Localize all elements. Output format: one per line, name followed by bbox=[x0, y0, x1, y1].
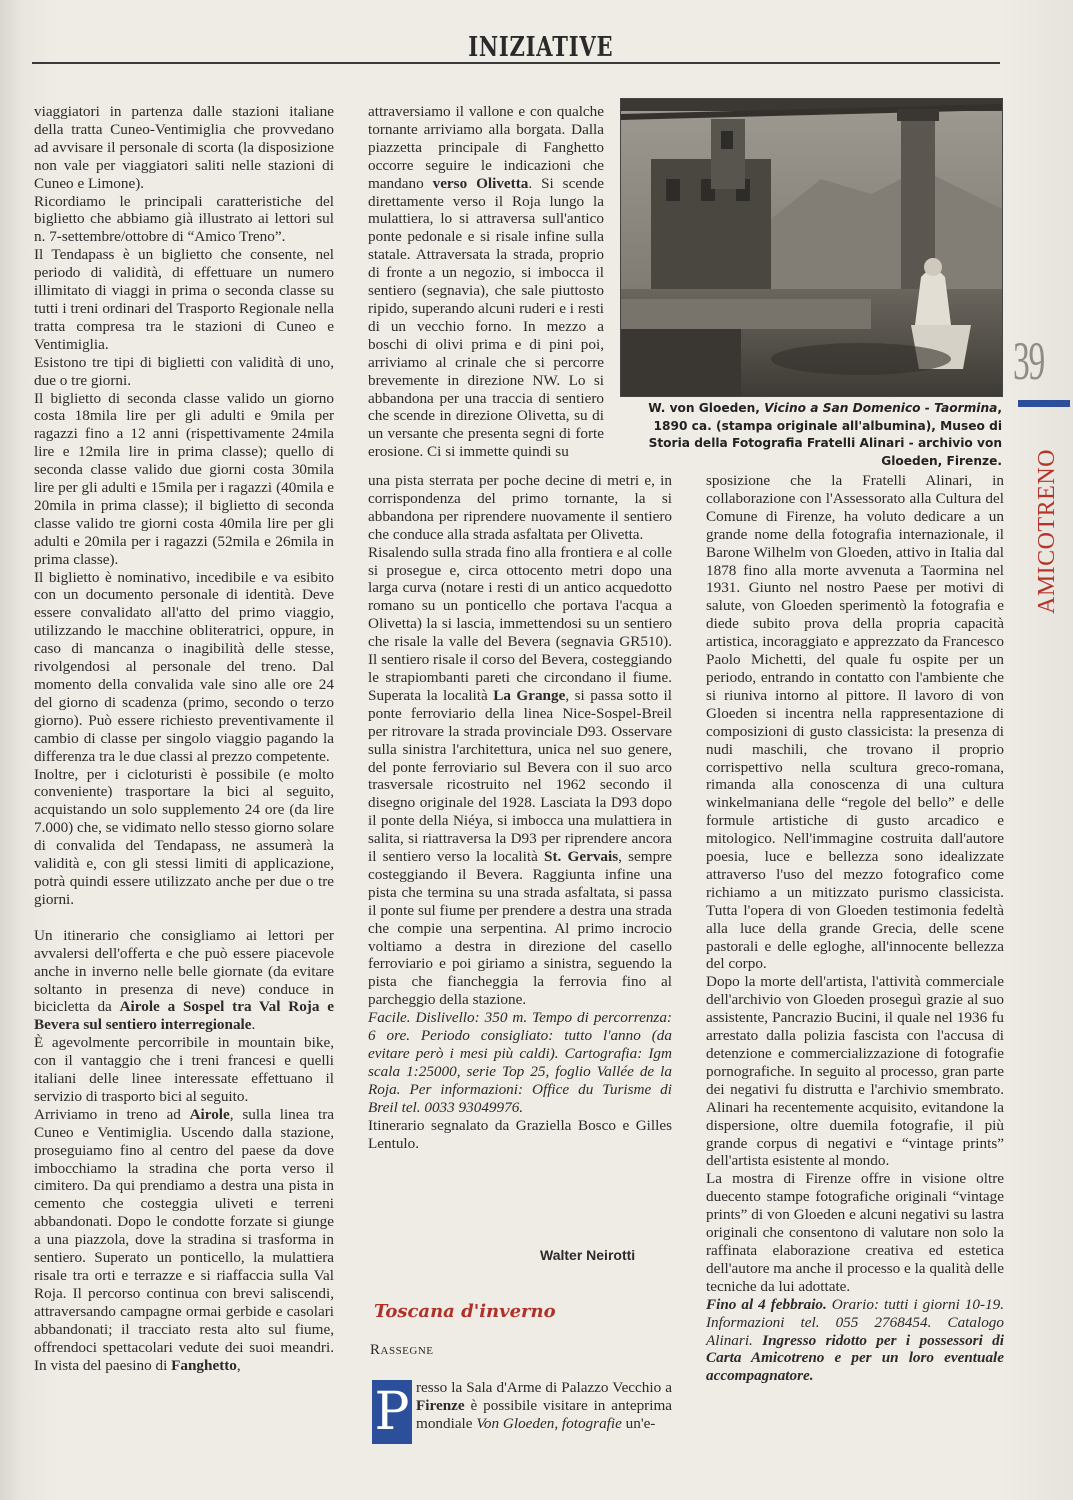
text-run: attraversiamo il vallone e con qualche tornante arriviamo alla borgata. Dalla piazzetta principale di Fanghetto occorre seguire le indicazioni che mandano bbox=[368, 103, 604, 192]
section-header: INIZIATIVE bbox=[468, 32, 614, 63]
text-run: , sulla linea tra Cuneo e Ventimiglia. Uscendo dalla stazione, proseguiamo fino al centro del paese da dove imbocchiamo la stradina che porta verso il cimitero. Da qui prendiamo a destra una pista in cemento che costeggia uliveti e terreni abbandonati. Dopo le condotte forzate si giunge a una piazzola, dove la stradina si trasforma in sentiero. Superato un ponticello, la mulattiera risale tra orti e terrazze e si riaffaccia sulla Val Roja. Il percorso continua con brevi saliscendi, attraversando campagne ormai gerbide e casolari abbandonati; il tracciato resta alto sul fiume, offrendoci spettacolari vedute dei suoi meandri. In vista del paesino di bbox=[34, 1105, 334, 1374]
paragraph bbox=[368, 544, 672, 1010]
article-column-2-top bbox=[368, 103, 604, 461]
text-run: , si passa sotto il ponte ferroviario della linea Nice-Sospel-Breil per ritrovare la strada provinciale D93. Osservare sulla sinistra l'architettura, unica nel suo genere, del ponte ferroviario sul Bevera con il suo arco trasversale ricostruito nel 1962 secondo il disegno originale del 1928. Lasciata la D93 dopo il ponte della Niéya, si imbocca una mulattiera in salita, si riattraversa la D93 per riprendere ancora il sentiero verso la località bbox=[368, 686, 672, 866]
section-label: Rassegne bbox=[370, 1342, 434, 1358]
route-highlight: Airole a Sospel tra Val Roja e Bevera sul sentiero interregionale bbox=[34, 998, 334, 1034]
text-run: , bbox=[236, 1356, 241, 1374]
article-column-2 bbox=[368, 472, 672, 1152]
magazine-name: AMICOTRENO bbox=[1034, 449, 1060, 614]
dates-highlight: Fino al 4 febbraio. bbox=[706, 1295, 827, 1313]
text-run: , sempre costeggiando il Bevera. Raggiunta infine una pista che termina su una strada asfaltata, si passa il ponte sul fiume per prendere a destra una strada che compie una serpentina. Al primo incrocio voltiamo a destra in direzione del casello ferroviario e poi giriamo a sinistra, seguendo la pista che fiancheggia la ferrovia fino al parcheggio della stazione. bbox=[368, 848, 672, 1009]
paragraph: È agevolmente percorribile in mountain bike, con il vantaggio che i treni francesi e quelli italiani delle linee interessate effettuano il servizio di trasporto bici al seguito. bbox=[34, 1034, 334, 1105]
article-column-3 bbox=[706, 472, 1004, 1385]
text-run: Orario: tutti i giorni 10-19. Informazioni tel. 055 2768454. Catalogo Alinari. bbox=[706, 1295, 1004, 1349]
place-highlight: Firenze bbox=[416, 1396, 465, 1414]
text-run: . bbox=[251, 1016, 256, 1034]
paragraph: Itinerario segnalato da Graziella Bosco e Gilles Lentulo. bbox=[368, 1116, 672, 1152]
paragraph: Esistono tre tipi di biglietti con validità di uno, due o tre giorni. bbox=[34, 353, 334, 389]
paragraph: Dopo la morte dell'artista, l'attività commerciale dell'archivio von Gloeden proseguì grazie al suo assistente, Pancrazio Bucini, il quale nel 1936 fu arrestato dalla polizia fascista con l'accusa di detenzione e commercializzazione di fotografie pornografiche. In seguito al processo, gran parte dei negativi fu distrutta e l'archivio smembrato. Alinari ha recentemente acquisito, evitandone la dispersione, oltre duemila fotografie, il più grande corpus di negativi e “vintage prints” dell'artista esistente al mondo. bbox=[706, 973, 1004, 1170]
place-highlight: verso Olivetta bbox=[432, 174, 529, 192]
paragraph: Ricordiamo le principali caratteristiche del biglietto che abbiamo già illustrato ai lettori sul n. 7-settembre/ottobre di “Amico Treno”. bbox=[34, 192, 334, 246]
paragraph: Il biglietto è nominativo, incedibile e va esibito con un documento personale di identità. Deve essere convalidato all'atto del primo viaggio, utilizzando le macchine obliteratrici, oppure, in caso di mancanza o inagibilità delle stesse, rivolgendosi al personale del treno. Dal momento della convalida vale sino alle ore 24 del giorno di scadenza (primo, secondo o terzo giorno). Può essere richiesto preventivamente il cambio di classe per singolo viaggio pagando la differenza tra le due classi al prezzo competente. bbox=[34, 568, 334, 765]
paragraph bbox=[34, 927, 334, 1034]
paragraph: La mostra di Firenze offre in visione oltre duecento stampe fotografiche originali “vintage prints” di von Gloeden e alcuni negativi su lastra originali che consentono di valutare non solo la raffinata elaborazione creativa ed estetica dell'autore ma anche il processo e la qualità delle tecniche da lui adottate. bbox=[706, 1170, 1004, 1295]
discount-highlight: Ingresso ridotto per i possessori di Carta Amicotreno bbox=[706, 1331, 1004, 1367]
paragraph: Il biglietto di seconda classe valido un giorno costa 18mila lire per gli adulti e 9mila per ragazzi fino a 12 anni (rispettivamente 24mila lire e 12mila lire in prima classe); quello di seconda classe valido due giorni costa 30mila lire per gli adulti e 15mila per i ragazzi (40mila e 20mila in prima classe); il biglietto di seconda classe valido tre giorni costa 40mila lire per gli adulti e 20mila per i ragazzi (52mila e 26mila in prima classe). bbox=[34, 389, 334, 568]
paragraph bbox=[368, 103, 604, 461]
text-run: , 1890 ca. (stampa originale all'albumina), Museo di Storia della Fotografia Fratelli Alinari - archivio von Gloeden, Firenze. bbox=[648, 401, 1002, 468]
text-run: . Si scende direttamente verso il Roja lungo la mulattiera, lo si attraversa sull'antico ponte pedonale e si risale infine sulla statale. Attraversata la strada, proprio di fronte a un negozio, si imbocca il sentiero (segnavia), che sale piuttosto ripido, superando alcuni ruderi e i resti di un vecchio forno. In mezzo a boschi di olivi prima e di pini poi, arriviamo al crinale che si percorre brevemente in direzione NW. Lo si abbandona per una traccia di sentiero che scende in direzione Olivetta, su di un versante che presenta segni di forte erosione. Ci si immette quindi su bbox=[368, 174, 604, 461]
place-highlight: Fanghetto bbox=[171, 1356, 237, 1374]
paragraph: Inoltre, per i cicloturisti è possibile (e molto conveniente) trasportare la bici al seguito, acquistando un solo supplemento 24 ore (da lire 7.000) che, se vidimato nello stesso giorno solare di convalida del Tendapass, ne assumerà la validità e, con gli stessi limiti di applicazione, potrà quindi essere utilizzato anche per due o tre giorni. bbox=[34, 765, 334, 908]
text-run: W. von Gloeden, bbox=[648, 401, 765, 415]
paragraph: una pista sterrata per poche decine di metri e, in corrispondenza del primo tornante, la si abbandona per riprendere nuovamente il sentiero che conduce alla strada asfaltata per Olivetta. bbox=[368, 472, 672, 543]
accent-bar bbox=[1018, 400, 1070, 407]
photo-caption bbox=[620, 400, 1002, 470]
text-run: Risalendo sulla strada fino alla frontiera e al colle si prosegue e, circa ottocento metri dopo una larga curva (notare i resti di un antico acquedotto romano su un ponticello che portava l'acqua a Olivetta) la si lascia, immettendosi su un sentiero che risale la valle del Bevera (segnavia GR510). Il sentiero risale il corso del Bevera, costeggiando le strapiombanti pareti che circondano il fiume. Superata la località bbox=[368, 543, 672, 704]
drop-cap: P bbox=[372, 1380, 412, 1444]
exhibition-info bbox=[706, 1296, 1004, 1386]
text-run: Arriviamo in treno ad bbox=[34, 1105, 190, 1123]
text-run: è possibile visitare in anteprima mondiale bbox=[416, 1396, 672, 1432]
photo-illustration bbox=[621, 99, 1002, 396]
section-title: Toscana d'inverno bbox=[374, 1301, 556, 1322]
paragraph: sposizione che la Fratelli Alinari, in collaborazione con l'Assessorato alla Cultura del Comune di Firenze, ha voluto dedicare a un grande nome della fotografia internazionale, il Barone Wilhelm von Gloeden, attivo in Italia dal 1878 fino alla morte avvenuta a Taormina nel 1931. Giunto nel nostro Paese per motivi di salute, von Gloeden sperimentò la fotografia e diede subito prova della propria capacità artistica, incoraggiato e apprezzato da Francesco Paolo Michetti, del quale fu ospite per un periodo, entrando in contatto con l'ambiente che si riuniva intorno al pittore. Il lavoro di von Gloeden si incentra nella rappresentazione di composizioni di gusto classicista: la presenza di nudi maschili, che trovano il proprio corrispettivo nella scultura greco-romana, rimanda alla conoscenza di una cultura winkelmaniana delle “regole del bello” e delle formule artistiche di gusto arcadico e mitologico. Nell'immagine costruita dall'autore poesia, luce e bellezza sono idealizzate attraverso l'uso del mezzo fotografico come richiamo a un mitizzato purismo classicista. Tutta l'opera di von Gloeden testimonia fedeltà alla luce della grande Grecia, delle scene pastorali e delle egloghe, all'innocente bellezza del corpo. bbox=[706, 472, 1004, 973]
page-number: 39 bbox=[1013, 331, 1044, 391]
intro-paragraph bbox=[416, 1379, 672, 1433]
place-highlight: St. Gervais bbox=[544, 848, 619, 866]
place-highlight: Airole bbox=[189, 1105, 230, 1123]
author-signature: Walter Neirotti bbox=[540, 1247, 636, 1263]
place-highlight: La Grange bbox=[493, 686, 566, 704]
exhibition-title: Von Gloeden, fotografie bbox=[476, 1414, 622, 1432]
text-run: Un itinerario che consigliamo ai lettori per avvalersi dell'offerta e che può essere piacevole anche in inverno nelle belle giornate (da evitare soltanto in presenza di neve) conduce in bicicletta da bbox=[34, 926, 334, 1016]
text-run: resso la Sala d'Arme di Palazzo Vecchio a bbox=[416, 1379, 672, 1396]
text-run: e per un loro eventuale accompagnatore. bbox=[706, 1349, 1005, 1385]
paragraph bbox=[34, 1106, 334, 1375]
paragraph: Il Tendapass è un biglietto che consente, nel periodo di validità, di effettuare un numero illimitato di viaggi in prima o seconda classe su tutti i treni ordinari del Trasporto Regionale nella tratta compresa tra le stazioni di Cuneo e Ventimiglia. bbox=[34, 246, 334, 353]
paragraph: viaggiatori in partenza dalle stazioni italiane della tratta Cuneo-Ventimiglia che provvedano ad avvisare il personale di scorta (la disposizione non vale per viaggiatori saliti nelle stazioni di Cuneo e Limone). bbox=[34, 103, 334, 192]
route-info: Facile. Dislivello: 350 m. Tempo di percorrenza: 6 ore. Periodo consigliato: tutto l'anno (da evitare però i mesi più caldi). Cartografia: Igm scala 1:25000, serie Top 25, foglio Vallée de la Roja. Per informazioni: Office du Turisme di Breil tel. 0033 93049976. bbox=[368, 1009, 672, 1116]
historical-photograph bbox=[620, 98, 1003, 397]
photo-title: Vicino a San Domenico - Taormina bbox=[764, 401, 998, 415]
text-run: un'e- bbox=[621, 1414, 656, 1432]
article-column-1 bbox=[34, 103, 334, 1374]
header-rule bbox=[32, 62, 1000, 64]
